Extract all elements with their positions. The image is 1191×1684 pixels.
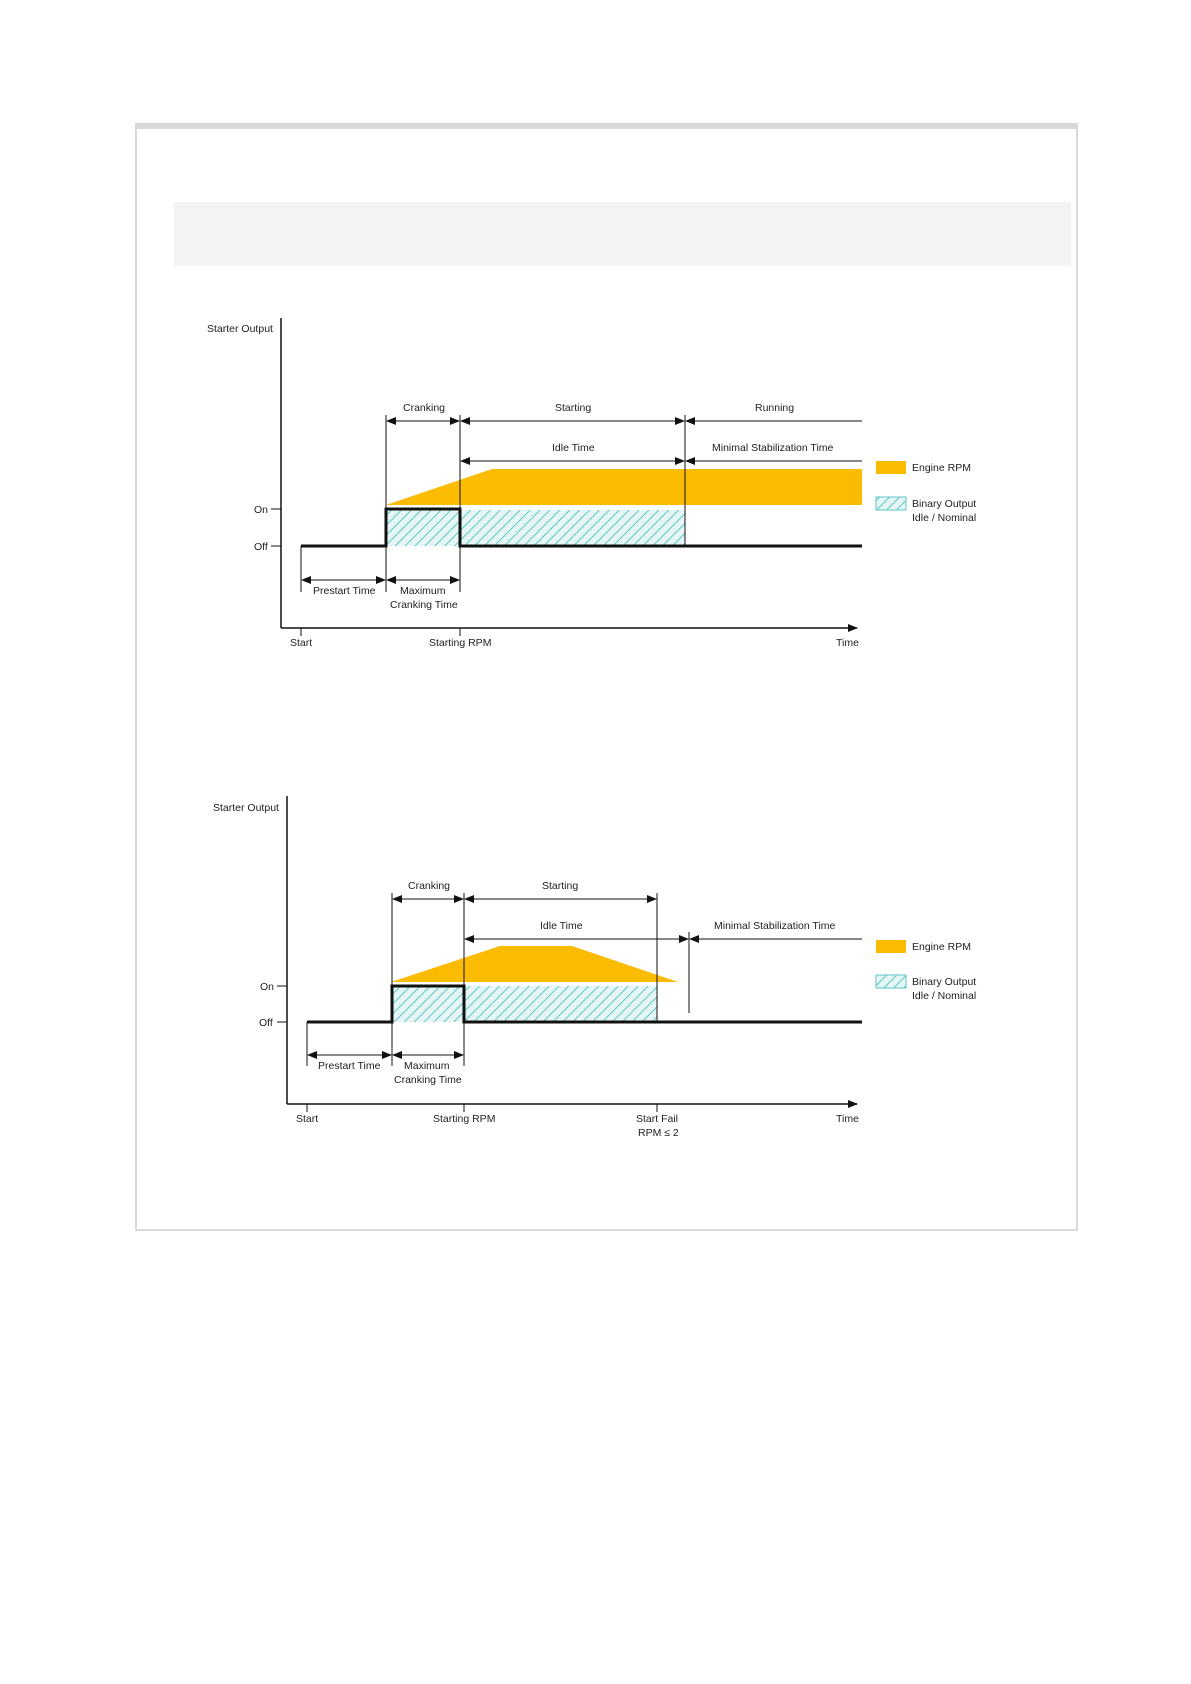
- on-label: On: [260, 981, 275, 993]
- running-label: Running: [755, 402, 795, 414]
- binary-output-area: [386, 510, 685, 546]
- x-start-label: Start: [296, 1113, 319, 1125]
- header-band: [174, 202, 1071, 266]
- timing-diagram-successful-start: [0, 300, 1191, 660]
- engine-rpm-area: [386, 469, 862, 505]
- legend-binary-label-2: Idle / Nominal: [912, 990, 977, 1002]
- min-stabilization-label: Minimal Stabilization Time: [714, 920, 836, 932]
- idle-time-label: Idle Time: [552, 442, 595, 454]
- x-start-fail-label-2: RPM ≤ 2: [638, 1127, 679, 1139]
- max-cranking-label-2: Cranking Time: [390, 599, 458, 611]
- idle-time-label: Idle Time: [540, 920, 583, 932]
- legend-binary-label-1: Binary Output: [912, 498, 977, 510]
- max-cranking-label-1: Maximum: [404, 1060, 450, 1072]
- on-label: On: [254, 504, 269, 516]
- engine-rpm-area: [391, 946, 678, 982]
- legend-engine-rpm-swatch: [876, 461, 906, 474]
- starting-label: Starting: [555, 402, 592, 414]
- y-axis-label: Starter Output: [207, 323, 273, 335]
- legend-binary-label-2: Idle / Nominal: [912, 512, 977, 524]
- min-stabilization-label: Minimal Stabilization Time: [712, 442, 834, 454]
- prestart-time-label: Prestart Time: [318, 1060, 381, 1072]
- x-starting-rpm-label: Starting RPM: [429, 637, 492, 649]
- legend-engine-rpm-label: Engine RPM: [912, 941, 971, 953]
- off-label: Off: [254, 541, 268, 553]
- legend-binary-swatch: [876, 975, 906, 988]
- legend-binary-label-1: Binary Output: [912, 976, 977, 988]
- prestart-time-label: Prestart Time: [313, 585, 376, 597]
- cranking-label: Cranking: [403, 402, 446, 414]
- x-start-label: Start: [290, 637, 313, 649]
- x-time-label: Time: [836, 1113, 859, 1125]
- starting-label: Starting: [542, 880, 579, 892]
- legend-engine-rpm-swatch: [876, 940, 906, 953]
- legend-binary-swatch: [876, 497, 906, 510]
- x-start-fail-label-1: Start Fail: [636, 1113, 679, 1125]
- max-cranking-label-1: Maximum: [400, 585, 446, 597]
- x-starting-rpm-label: Starting RPM: [433, 1113, 496, 1125]
- off-label: Off: [259, 1017, 273, 1029]
- legend-engine-rpm-label: Engine RPM: [912, 462, 971, 474]
- cranking-label: Cranking: [408, 880, 451, 892]
- y-axis-label: Starter Output: [213, 802, 279, 814]
- binary-output-area: [392, 986, 657, 1022]
- timing-diagram-start-fail: [0, 780, 1191, 1150]
- x-time-label: Time: [836, 637, 859, 649]
- max-cranking-label-2: Cranking Time: [394, 1074, 462, 1086]
